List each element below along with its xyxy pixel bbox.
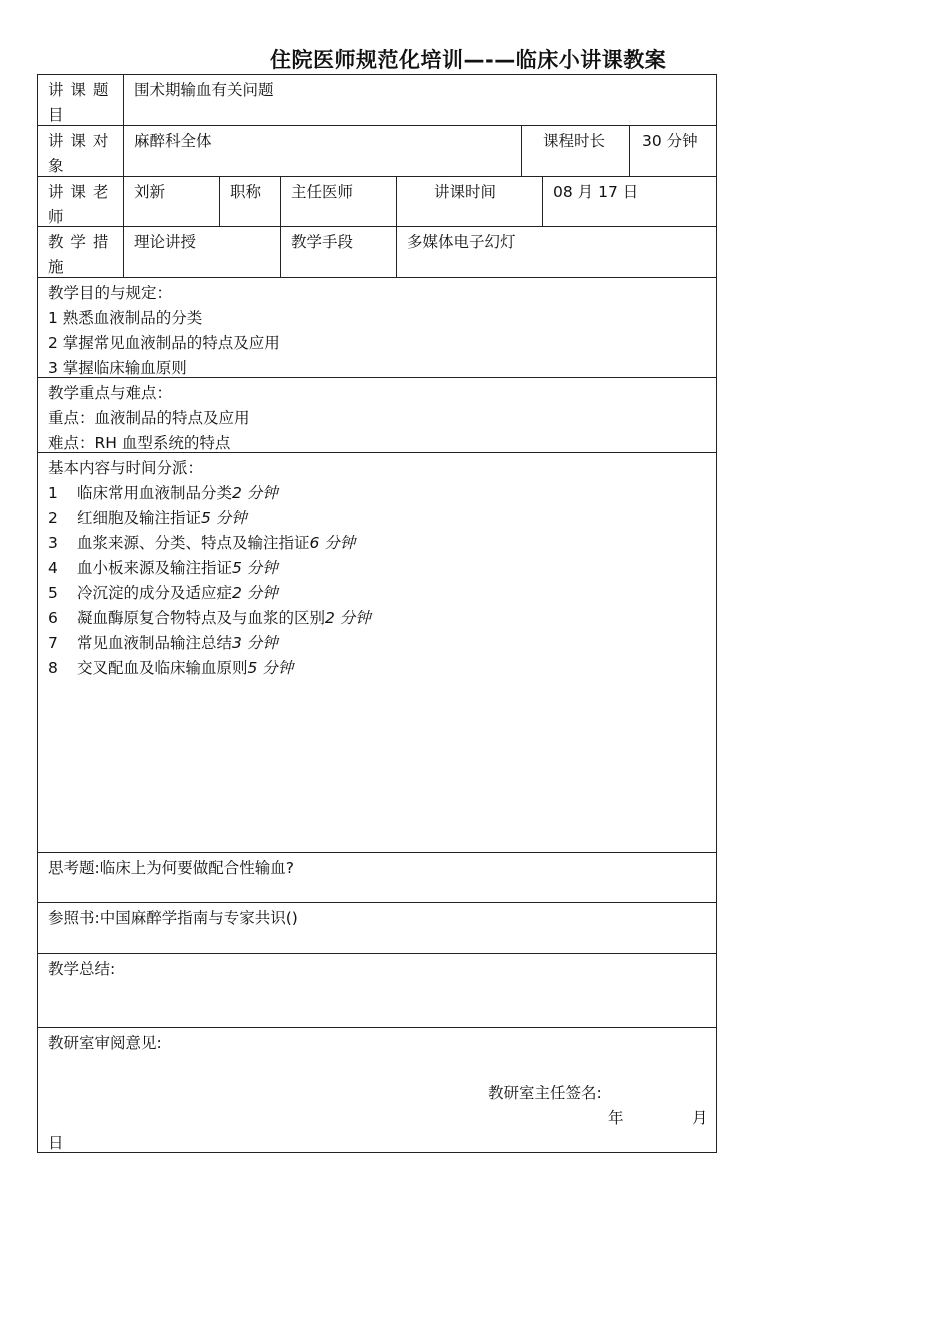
teacher-label: 讲 课 老 师 <box>37 176 124 227</box>
date-day: 日 <box>48 1134 64 1152</box>
objective-item: 1 熟悉血液制品的分类 <box>48 309 203 327</box>
teacher-name: 刘新 <box>123 176 220 227</box>
means-value: 多媒体电子幻灯 <box>396 226 717 278</box>
method-label: 教 学 措 施 <box>37 226 124 278</box>
page-title: 住院医师规范化培训—-—临床小讲课教案 <box>270 48 667 72</box>
content-heading: 基本内容与时间分派： <box>48 459 204 477</box>
duration-label: 课程时长 <box>521 125 630 177</box>
duration-value: 30 分钟 <box>629 125 717 177</box>
content-item: 4 血小板来源及输注指证5 分钟 <box>48 559 278 577</box>
objectives-heading: 教学目的与规定： <box>48 284 173 302</box>
objective-item: 2 掌握常见血液制品的特点及应用 <box>48 334 280 352</box>
topic-value: 围术期输血有关问题 <box>123 74 717 126</box>
question-section <box>37 852 717 903</box>
date-month: 月 <box>692 1109 708 1127</box>
content-item: 5 冷沉淀的成分及适应症2 分钟 <box>48 584 278 602</box>
reference-text: 参照书:中国麻醉学指南与专家共识() <box>48 909 298 927</box>
lecture-time-label: 讲课时间 <box>396 176 543 227</box>
reference-section <box>37 902 717 954</box>
content-item: 8 交叉配血及临床输血原则5 分钟 <box>48 659 294 677</box>
audience-value: 麻醉科全体 <box>123 125 522 177</box>
content-item: 1 临床常用血液制品分类2 分钟 <box>48 484 278 502</box>
content-item: 7 常见血液制品输注总结3 分钟 <box>48 634 278 652</box>
summary-section <box>37 953 717 1028</box>
content-item: 6 凝血酶原复合物特点及与血浆的区别2 分钟 <box>48 609 371 627</box>
teacher-title-label: 职称 <box>219 176 281 227</box>
teacher-title-value: 主任医师 <box>280 176 397 227</box>
content-section <box>37 452 717 853</box>
objective-item: 3 掌握临床输血原则 <box>48 359 187 377</box>
summary-heading: 教学总结: <box>48 960 116 978</box>
signature-label: 教研室主任签名: <box>488 1084 602 1102</box>
question-text: 思考题:临床上为何要做配合性输血? <box>48 859 294 877</box>
key-point-focus: 重点：血液制品的特点及应用 <box>48 409 250 427</box>
method-value: 理论讲授 <box>123 226 281 278</box>
audience-label: 讲 课 对 象 <box>37 125 124 177</box>
means-label: 教学手段 <box>280 226 397 278</box>
key-point-difficulty: 难点：RH 血型系统的特点 <box>48 434 231 452</box>
lecture-time-value: 08 月 17 日 <box>542 176 717 227</box>
objectives-section <box>37 277 717 378</box>
topic-label: 讲 课 题 目 <box>37 74 124 126</box>
review-heading: 教研室审阅意见: <box>48 1034 162 1052</box>
key-points-section <box>37 377 717 453</box>
review-section <box>37 1027 717 1153</box>
content-item: 2 红细胞及输注指证5 分钟 <box>48 509 247 527</box>
content-item: 3 血浆来源、分类、特点及输注指证6 分钟 <box>48 534 356 552</box>
key-points-heading: 教学重点与难点： <box>48 384 173 402</box>
date-year: 年 <box>608 1109 624 1127</box>
